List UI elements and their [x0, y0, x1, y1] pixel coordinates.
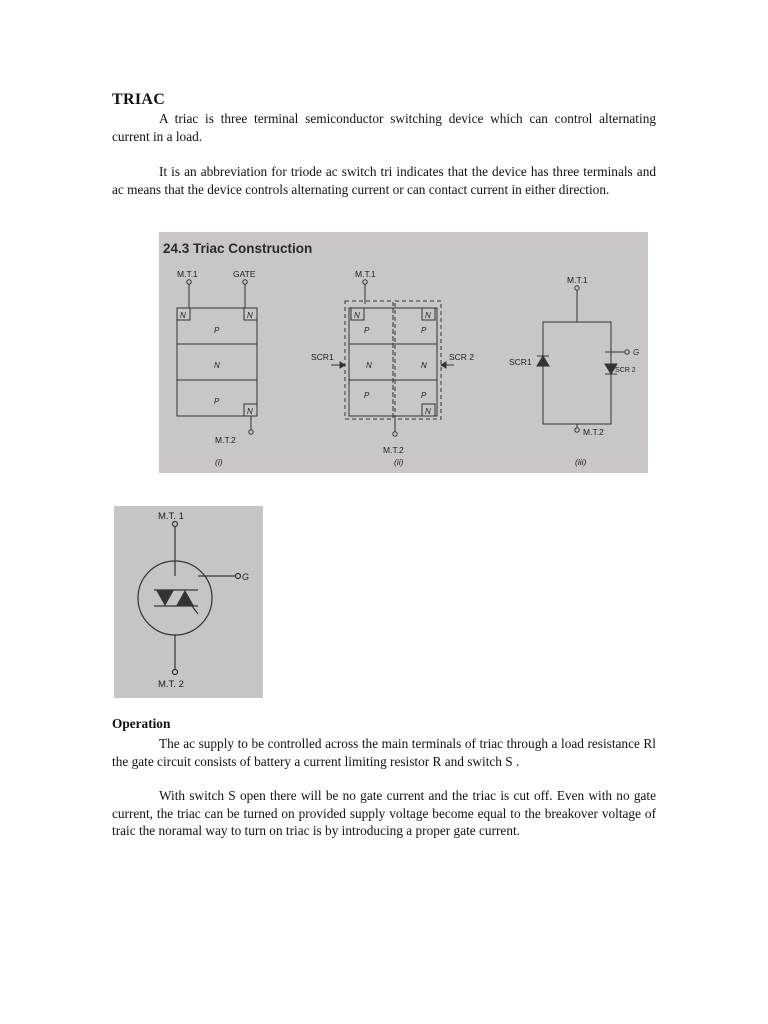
triac-symbol-diagram: [114, 506, 263, 698]
panel-ii-mt1-label: M.T.1: [355, 269, 376, 279]
intro-paragraph-1: A triac is three terminal semiconductor switching device which can control alternating current in a load.: [112, 111, 656, 144]
panel-iii-scr1-label: SCR1: [509, 357, 532, 367]
operation-paragraph-1: The ac supply to be controlled across the main terminals of triac through a load resistance Rl the gate circuit consists of battery a current limiting resistor R and switch S .: [112, 736, 656, 769]
panel-ii-n-top-left: N: [354, 311, 360, 320]
panel-i-p-top: P: [214, 326, 220, 335]
panel-iii-mt1-label: M.T.1: [567, 275, 588, 285]
panel-i-gate-label: GATE: [233, 269, 256, 279]
symbol-mt2-label: M.T. 2: [158, 679, 184, 690]
figure-title: 24.3 Triac Construction: [163, 241, 313, 256]
panel-i-mt1-label: M.T.1: [177, 269, 198, 279]
page-title: TRIAC: [112, 91, 166, 108]
triac-symbol-figure: [114, 506, 263, 698]
panel-i-p-bottom: P: [214, 397, 220, 406]
panel-ii-scr2-label: SCR 2: [449, 352, 475, 362]
panel-i-n-top-left: N: [180, 311, 186, 320]
panel-i-n-mid: N: [214, 361, 220, 370]
symbol-mt1-label: M.T. 1: [158, 511, 184, 522]
panel-i-n-top-right: N: [247, 311, 253, 320]
panel-iii-caption: (iii): [575, 457, 587, 467]
panel-ii-n-mid-right: N: [421, 361, 427, 370]
operation-paragraph-2: With switch S open there will be no gate current and the triac is cut off. Even with no gate current, the triac can be turned on provided supply voltage become equal to the breakover voltage of traic the noramal way to turn on triac is by introducing a proper gate current.: [112, 788, 656, 838]
panel-ii-n-top-right: N: [425, 311, 431, 320]
panel-ii-p-top-left: P: [364, 326, 370, 335]
panel-iii-g-label: G: [633, 348, 640, 357]
panel-ii-p-bottom-right: P: [421, 391, 427, 400]
panel-ii-p-top-right: P: [421, 326, 427, 335]
triac-construction-diagram: [159, 232, 648, 473]
panel-iii-scr2-label: SCR 2: [615, 367, 636, 374]
intro-paragraph-2: It is an abbreviation for triode ac switch tri indicates that the device has three terminals and ac means that the device controls alternating current or can contact current in either direction.: [112, 164, 656, 197]
operation-heading: Operation: [112, 716, 171, 731]
panel-ii-n-mid-left: N: [366, 361, 372, 370]
symbol-g-label: G: [242, 572, 250, 582]
panel-ii-p-bottom-left: P: [364, 391, 370, 400]
panel-ii-mt2-label: M.T.2: [383, 445, 404, 455]
panel-i-mt2-label: M.T.2: [215, 435, 236, 445]
panel-i-n-bottom: N: [247, 407, 253, 416]
panel-ii-scr1-label: SCR1: [311, 352, 334, 362]
panel-ii-n-bottom: N: [425, 407, 431, 416]
triac-construction-figure: [159, 232, 648, 473]
panel-iii-mt2-label: M.T.2: [583, 427, 604, 437]
panel-ii-caption: (ii): [394, 457, 404, 467]
panel-i-caption: (i): [215, 457, 223, 467]
